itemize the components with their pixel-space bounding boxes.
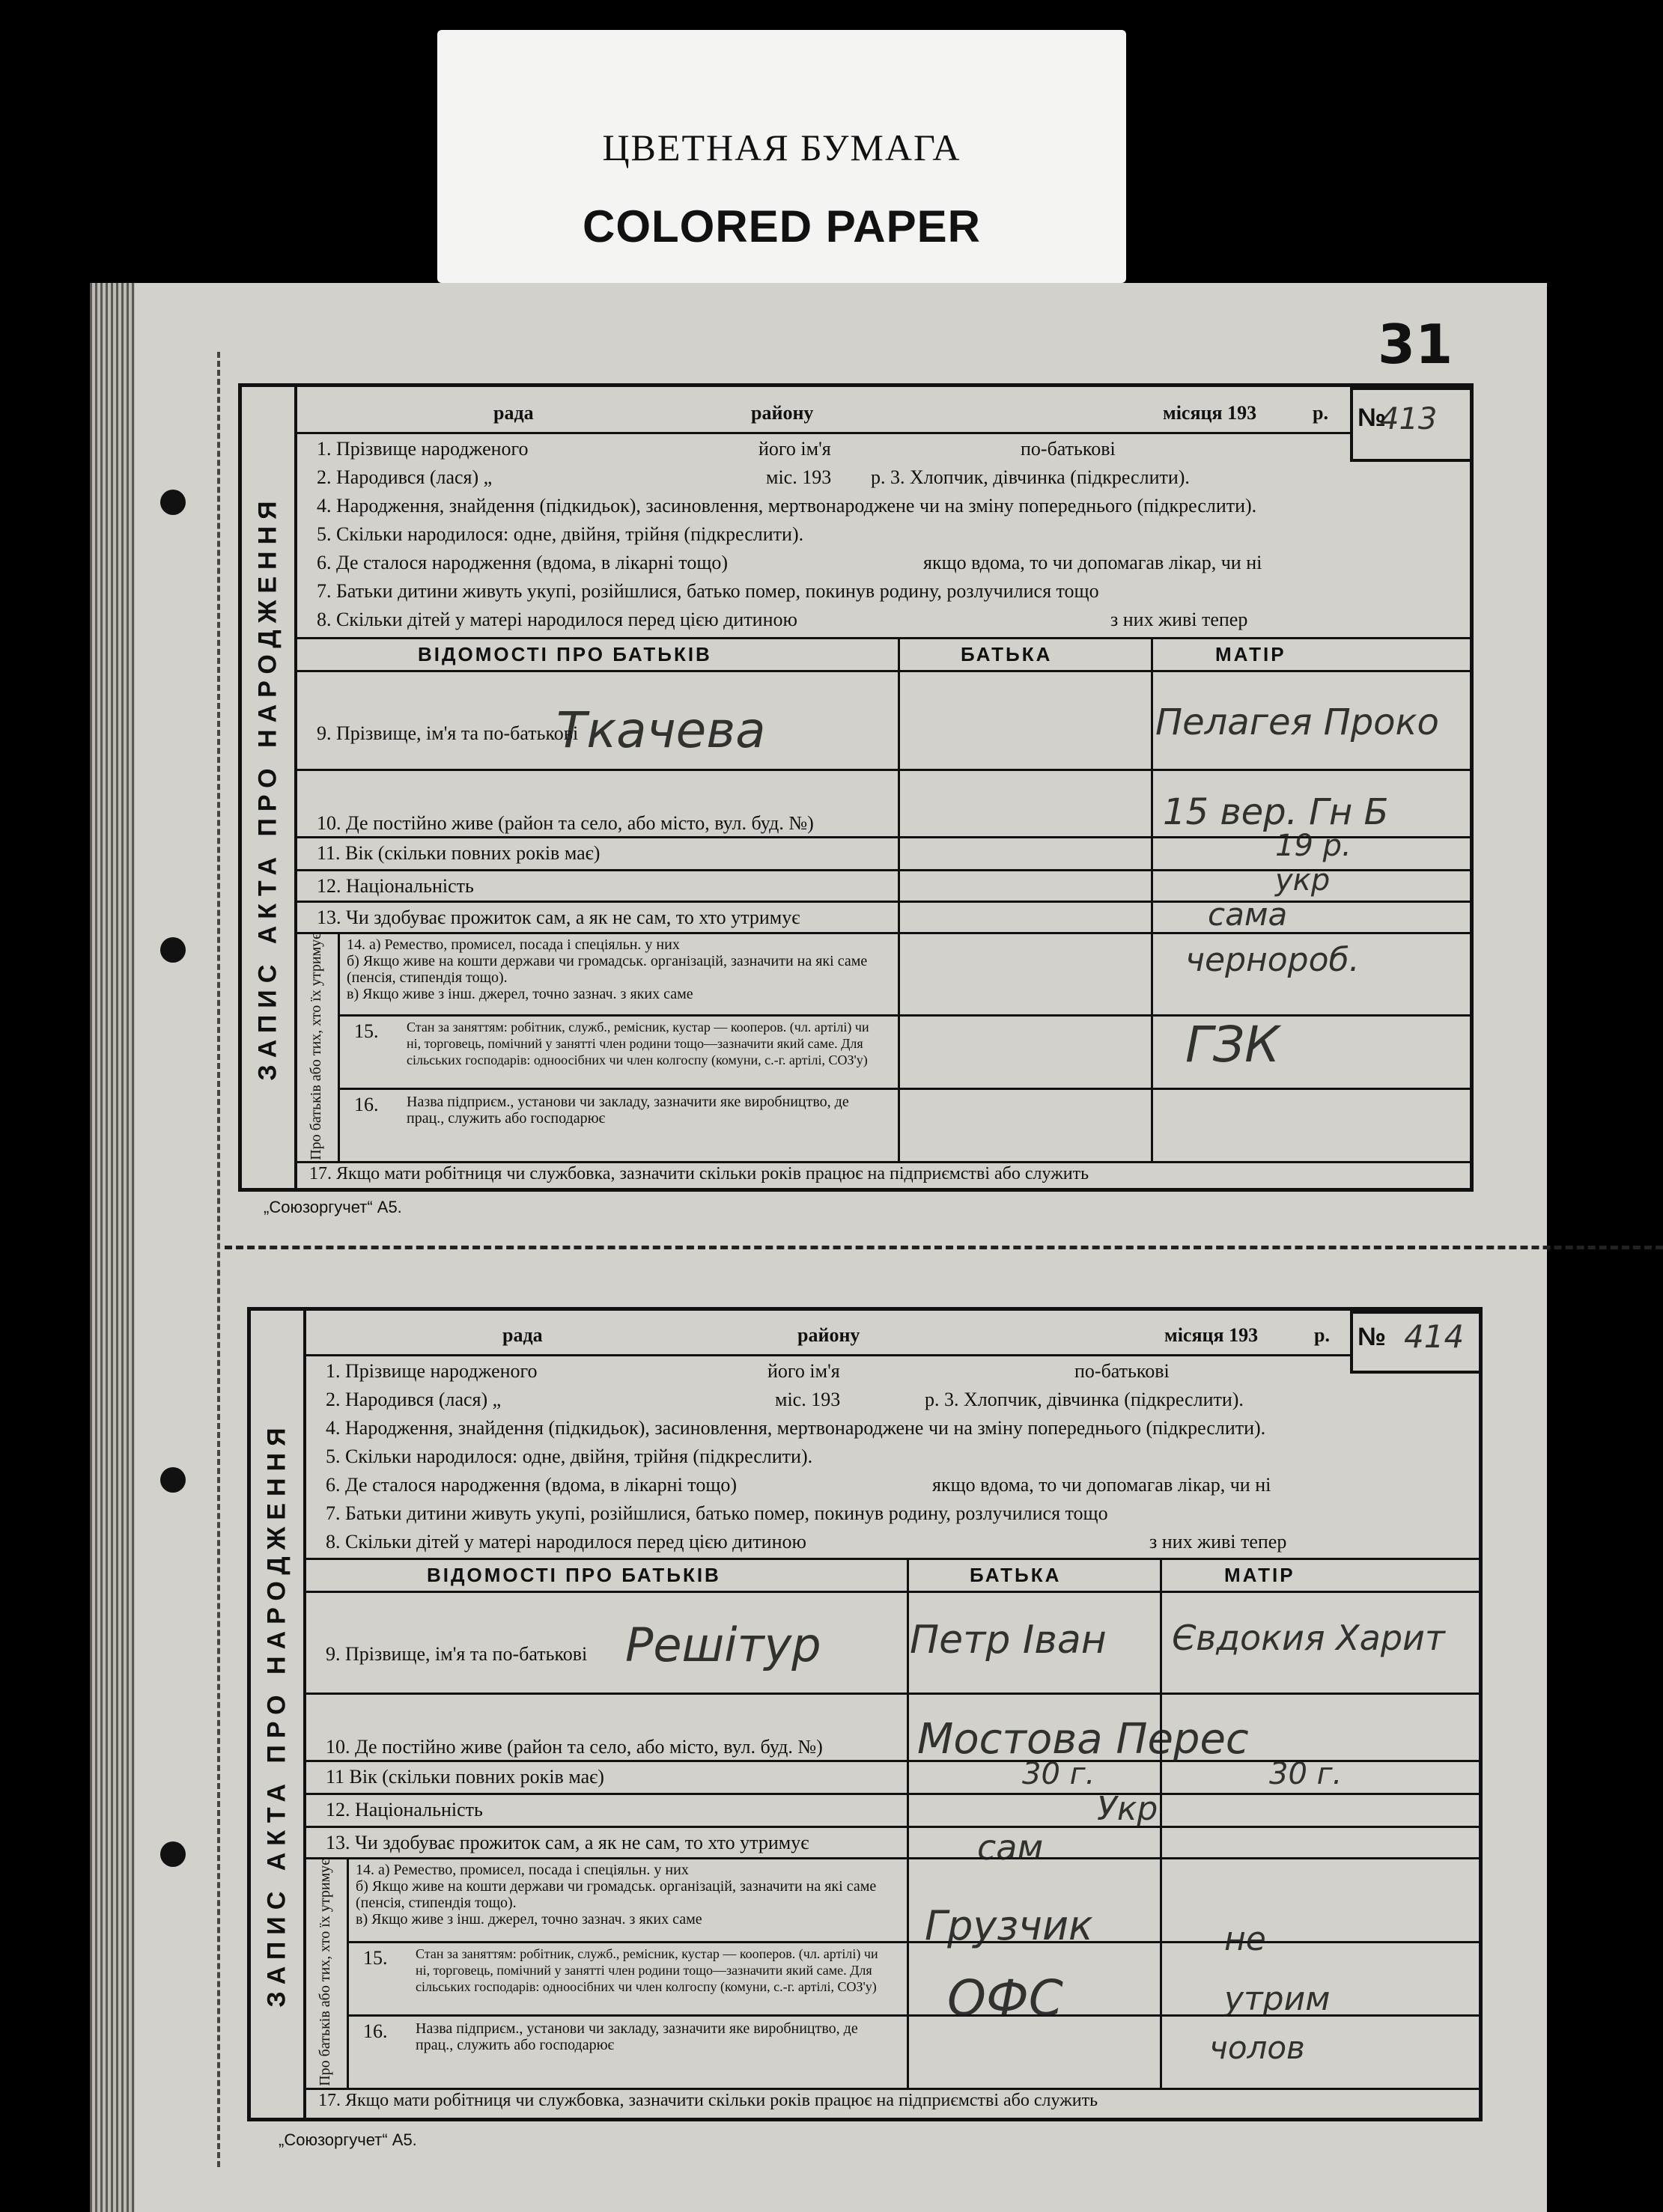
rayon-label: району	[751, 402, 814, 424]
line-4-type: 4. Народження, знайдення (підкидьок), засиновлення, мертвонароджене чи на зміну попереднього (підкреслити).	[317, 495, 1257, 517]
rada-label: рада	[493, 402, 534, 424]
tear-line	[225, 1246, 1663, 1249]
handwritten-status: ОФС	[947, 1969, 1063, 2027]
sheet-number: 31	[1378, 313, 1453, 376]
handwritten-mother-name: Євдокия Харит	[1172, 1618, 1445, 1658]
row-16-workplace: Назва підприєм., установи чи закладу, зазначити яке виробництво, де прац., служить або господарює	[416, 2020, 858, 2053]
line-1-name: його ім'я	[767, 1360, 840, 1382]
form-side-title: ЗАПИС АКТА ПРО НАРОДЖЕННЯ	[251, 1311, 306, 2118]
year-suffix: р.	[1313, 402, 1328, 424]
parents-sub-header: Про батьків або тих, хто їх утримує	[303, 1857, 349, 2088]
row-9-fullname: 9. Прізвище, ім'я та по-батькові	[317, 722, 579, 744]
printer-stamp-1: „Союзоргучет“ А5.	[264, 1198, 402, 1216]
handwritten-record-number: 413	[1380, 402, 1438, 436]
mother-column-header: МАТІР	[1224, 1564, 1295, 1586]
row-13-livelihood: 13. Чи здобуває прожиток сам, а як не сам, то хто утримує	[326, 1832, 809, 1853]
row-13-livelihood: 13. Чи здобуває прожиток сам, а як не сам, то хто утримує	[317, 907, 800, 928]
line-4-type: 4. Народження, знайдення (підкидьок), засиновлення, мертвонароджене чи на зміну попереднього (підкреслити).	[326, 1417, 1266, 1439]
father-column-header: БАТЬКА	[961, 643, 1053, 665]
row-10-residence: 10. Де постійно живе (район та село, або місто, вул. буд. №)	[317, 812, 814, 834]
handwritten-surname: Ткачева	[556, 701, 766, 759]
form-side-title: ЗАПИС АКТА ПРО НАРОДЖЕННЯ	[242, 387, 297, 1188]
line-8-alive: з них живі тепер	[1110, 609, 1248, 630]
row-15-status: Стан за заняттям: робітник, служб., ремісник, кустар — кооперов. (чл. артілі) чи ні, торговець, помічний у занятті член родини тощо—зазначити який саме. Для сільських господарів: одноосібних чи член колгоспу (комуни, с.-г. артілі, СОЗ'у)	[416, 1946, 878, 1994]
birth-record-form-2	[247, 1307, 1483, 2121]
line-6-place: 6. Де сталося народження (вдома, в лікарні тощо)	[317, 552, 729, 573]
line-7-parents: 7. Батьки дитини живуть укупі, розійшлися, батько помер, покинув родину, розлучилися тощо	[326, 1502, 1108, 1524]
row-12-nationality: 12. Національність	[326, 1799, 483, 1821]
perforation-line	[217, 352, 220, 2167]
handwritten-livelihood: сама	[1208, 896, 1288, 933]
line-3-sex: р. 3. Хлопчик, дівчинка (підкреслити).	[871, 466, 1190, 488]
row-11-age: 11 Вік (скільки повних років має)	[326, 1766, 604, 1788]
line-5-count: 5. Скільки народилося: одне, двійня, трійня (підкреслити).	[326, 1445, 813, 1467]
colored-paper-label	[437, 30, 1126, 283]
line-8-alive: з них живі тепер	[1149, 1531, 1287, 1553]
handwritten-address: 15 вер. Гн Б	[1163, 791, 1389, 833]
row-10-residence: 10. Де постійно живе (район та село, або місто, вул. буд. №)	[326, 1736, 823, 1758]
ledger-binding-edge	[90, 283, 135, 2212]
handwritten-status: ГЗК	[1185, 1016, 1280, 1073]
line-7-parents: 7. Батьки дитини живуть укупі, розійшлися, батько помер, покинув родину, розлучилися тощо	[317, 580, 1099, 602]
parents-sub-header: Про батьків або тих, хто їх утримує	[294, 932, 340, 1161]
father-column-header: БАТЬКА	[970, 1564, 1062, 1586]
line-1-name: його ім'я	[758, 438, 831, 460]
row-16-workplace: Назва підприєм., установи чи закладу, зазначити яке виробництво, де прац., служить або господарює	[407, 1094, 849, 1127]
binding-hole	[160, 1467, 186, 1493]
line-2-born: 2. Народився (лася) „	[317, 466, 493, 488]
mother-column-header: МАТІР	[1215, 643, 1286, 665]
record-number-label: №	[1358, 403, 1386, 432]
rayon-label: району	[797, 1324, 860, 1346]
row-16-number: 16.	[354, 1094, 379, 1115]
line-3-sex: р. 3. Хлопчик, дівчинка (підкреслити).	[925, 1389, 1244, 1410]
row-17-years-worked: 17. Якщо мати робітниця чи службовка, зазначити скільки років працює на підприємстві або служить	[318, 2091, 1098, 2110]
record-number-label: №	[1358, 1323, 1386, 1351]
row-9-fullname: 9. Прізвище, ім'я та по-батькові	[326, 1643, 588, 1665]
month-label: місяця 193	[1163, 402, 1257, 424]
row-12-nationality: 12. Національність	[317, 875, 474, 897]
birth-record-form-1	[238, 383, 1474, 1192]
line-2-month: міс. 193	[766, 466, 832, 488]
handwritten-record-number: 414	[1404, 1318, 1465, 1355]
handwritten-occupation: Грузчик	[925, 1902, 1093, 1949]
binding-hole	[160, 1841, 186, 1867]
month-label: місяця 193	[1164, 1324, 1259, 1346]
handwritten-mother-workplace: чолов	[1209, 2029, 1305, 2066]
line-1-surname: 1. Прізвище народженого	[326, 1360, 538, 1382]
line-2-born: 2. Народився (лася) „	[326, 1389, 502, 1410]
handwritten-mother-occupation: не утрим	[1224, 1920, 1331, 2018]
row-11-age: 11. Вік (скільки повних років має)	[317, 842, 601, 864]
handwritten-livelihood: сам	[977, 1827, 1044, 1868]
row-14-occupation: 14. а) Ремество, промисел, посада і спеціяльн. у них б) Якщо живе на кошти держави чи громадськ. організацій, зазначити на які саме (пенсія, стипендія тощо). в) Якщо живе з інш. джерел, точно зазнач. з яких саме	[356, 1862, 877, 1928]
rada-label: рада	[502, 1324, 543, 1346]
binding-hole	[160, 490, 186, 515]
line-5-count: 5. Скільки народилося: одне, двійня, трійня (підкреслити).	[317, 523, 804, 545]
line-8-children: 8. Скільки дітей у матері народилося перед цією дитиною	[326, 1531, 806, 1553]
row-17-years-worked: 17. Якщо мати робітниця чи службовка, зазначити скільки років працює на підприємстві або служить	[309, 1164, 1089, 1183]
line-6-doctor: якщо вдома, то чи допомагав лікар, чи ні	[923, 552, 1262, 573]
line-8-children: 8. Скільки дітей у матері народилося перед цією дитиною	[317, 609, 797, 630]
label-english: COLORED PAPER	[583, 201, 981, 252]
row-14-occupation: 14. а) Ремество, промисел, посада і спеціяльн. у них б) Якщо живе на кошти держави чи громадськ. організацій, зазначити на які саме (пенсія, стипендія тощо). в) Якщо живе з інш. джерел, точно зазнач. з яких саме	[347, 936, 868, 1002]
handwritten-nationality: Укр	[1097, 1790, 1158, 1828]
handwritten-occupation: чернороб.	[1185, 941, 1360, 979]
row-15-status: Стан за заняттям: робітник, служб., ремісник, кустар — кооперов. (чл. артілі) чи ні, торговець, помічний у занятті член родини тощо—зазначити який саме. Для сільських господарів: одноосібних чи член колгоспу (комуни, с.-г. артілі, СОЗ'у)	[407, 1020, 869, 1067]
line-6-doctor: якщо вдома, то чи допомагав лікар, чи ні	[932, 1474, 1271, 1496]
handwritten-nationality: укр	[1275, 863, 1331, 898]
parents-info-header: ВІДОМОСТІ ПРО БАТЬКІВ	[427, 1564, 721, 1586]
handwritten-mother-age: 30 г.	[1269, 1757, 1343, 1791]
line-1-patronymic: по-батькові	[1021, 438, 1116, 460]
year-suffix: р.	[1314, 1324, 1330, 1346]
handwritten-mother-name: Пелагея Проко	[1155, 701, 1439, 743]
handwritten-age: 19 р.	[1275, 829, 1352, 863]
line-2-month: міс. 193	[775, 1389, 841, 1410]
parents-info-header: ВІДОМОСТІ ПРО БАТЬКІВ	[418, 643, 712, 665]
line-1-surname: 1. Прізвище народженого	[317, 438, 529, 460]
line-6-place: 6. Де сталося народження (вдома, в лікарні тощо)	[326, 1474, 738, 1496]
handwritten-surname: Решітур	[625, 1618, 821, 1672]
handwritten-father-age: 30 г.	[1022, 1757, 1095, 1791]
row-15-number: 15.	[354, 1020, 379, 1042]
row-15-number: 15.	[363, 1947, 388, 1969]
line-1-patronymic: по-батькові	[1074, 1360, 1170, 1382]
handwritten-father-name: Петр Іван	[910, 1618, 1107, 1663]
printer-stamp-2: „Союзоргучет“ А5.	[279, 2130, 417, 2149]
row-16-number: 16.	[363, 2020, 388, 2042]
handwritten-address: Мостова Перес	[917, 1715, 1249, 1764]
label-russian: ЦВЕТНАЯ БУМАГА	[602, 127, 961, 168]
binding-hole	[160, 937, 186, 963]
